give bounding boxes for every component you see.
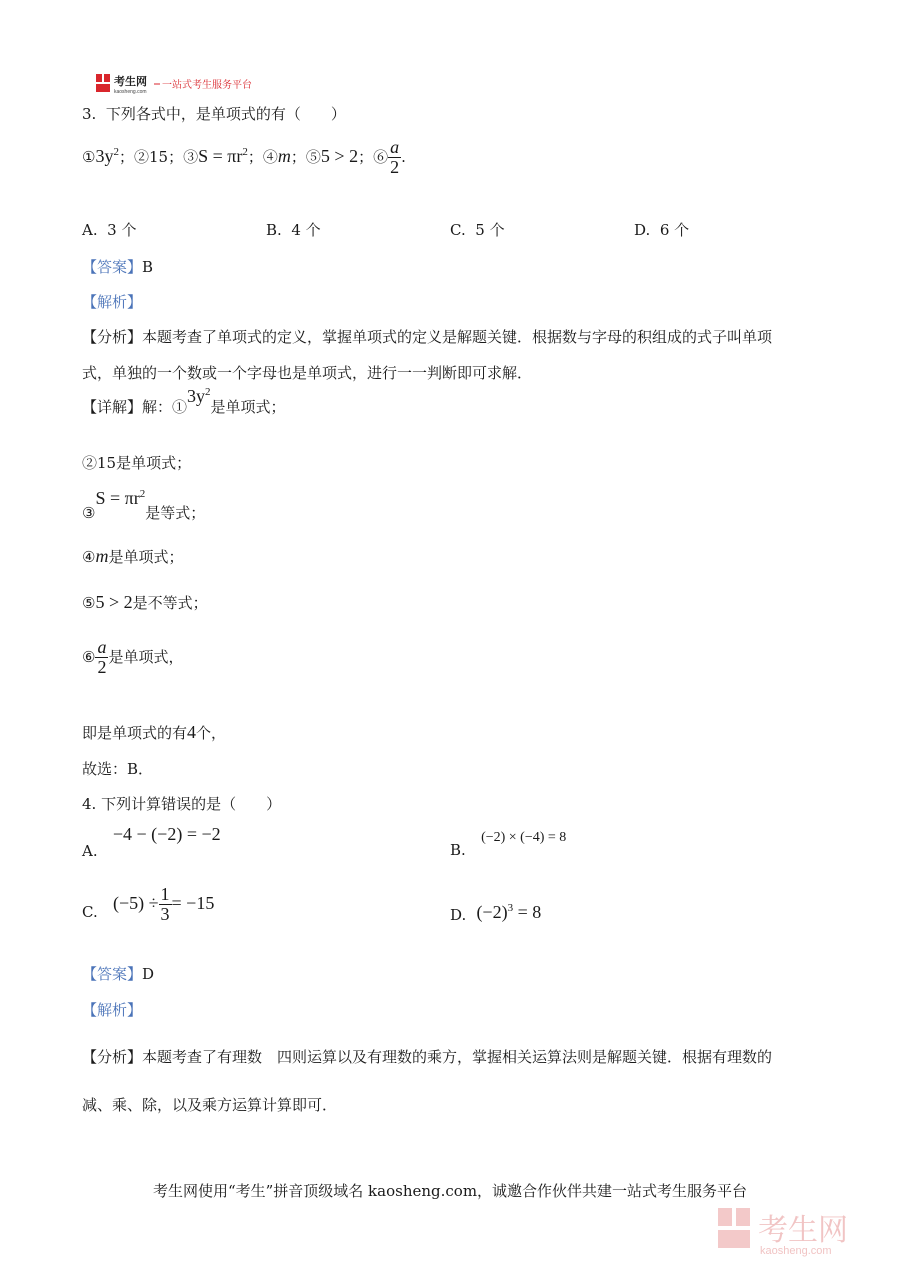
q4-option-a: A. −4 − (−2) = −2 [82, 824, 221, 860]
brand-logo-icon [96, 73, 266, 95]
watermark [716, 1204, 886, 1264]
circle-2: ② [133, 147, 149, 166]
q3-detail-3: ③S = $\pi r^2$是等式； [82, 488, 206, 522]
q3-conclusion: 即是单项式的有4个， [82, 722, 227, 742]
logo-slogan: 一站式考生服务平台 [162, 80, 252, 91]
q4-option-b: B. (−2) × (−4) = 8 [450, 830, 567, 859]
watermark-text: 考生网 [758, 1213, 848, 1248]
logo-text: 考生网 [114, 76, 147, 88]
q3-fenxi-line1: 【分析】本题考查了单项式的定义，掌握单项式的定义是解题关键．根据数与字母的积组成的式子叫单项 [82, 328, 773, 346]
q4-answer: 【答案】D [82, 965, 155, 983]
circle-1: ① [82, 147, 96, 166]
q3-number: 3. [82, 105, 97, 123]
circle-5: ⑤ [305, 147, 321, 166]
q3-detail-4: ④m是单项式； [82, 546, 184, 566]
q3-option-d: D. 6 个 [634, 221, 690, 239]
page-footer: 考生网使用“考生”拼音顶级域名 kaosheng.com，诚邀合作伙伴共建一站式考生服务平台 [152, 1182, 748, 1200]
q4-option-c: C. (−5) ÷ $\frac{1}{3}$ = −15 [82, 884, 215, 924]
q3-stem-text: 下列各式中，是单项式的有（ ） [105, 105, 346, 123]
q3-items: $①3y^2$；②15；③S = $\pi r^2$；④m；⑤5 > 2；⑥ $\frac{a}{2}$ . [82, 137, 406, 177]
q3-detail-1: 【详解】解：$①3y^2$是单项式； [82, 386, 286, 416]
circle-6: ⑥ [373, 147, 389, 166]
q4-analysis-tag: 【解析】 [82, 1001, 143, 1019]
q4-option-d: D. $(-2)^3 = 8$ [450, 902, 542, 924]
expr-3y2: $3y^2$ [95, 145, 119, 166]
circle-4: ④ [262, 147, 278, 166]
q3-fenxi-line2: 式，单独的一个数或一个字母也是单项式，进行一一判断即可求解． [82, 364, 533, 382]
q3-option-a: A. 3 个 [82, 221, 137, 239]
q3-option-b: B. 4 个 [266, 221, 321, 239]
q4-stem: 4. 下列计算错误的是（ ） [82, 795, 282, 813]
q4-fenxi-line2: 减、乘、除，以及乘方运算计算即可． [82, 1096, 338, 1114]
q3-detail-6: ⑥ $\frac{a}{2}$ 是单项式， [82, 637, 184, 677]
q3-choose: 故选：B． [82, 760, 154, 778]
q3-detail-2: ②15是单项式； [82, 454, 192, 472]
watermark-logo-icon [716, 1204, 886, 1260]
circle-3: ③ [183, 147, 199, 166]
q3-analysis-tag: 【解析】 [82, 293, 143, 311]
q3-answer: 【答案】B [82, 258, 154, 276]
expr-15: 15 [148, 147, 169, 166]
watermark-sub: kaosheng.com [760, 1245, 832, 1257]
q3-stem [82, 103, 346, 124]
q3-option-c: C. 5 个 [450, 221, 505, 239]
expr-5-gt-2: 5 > 2 [320, 145, 359, 166]
expr-s-pi-r2: $S = \pi r^2$ [198, 145, 248, 166]
expr-m: m [277, 145, 291, 166]
q4-fenxi-line1: 【分析】本题考查了有理数 四则运算以及有理数的乘方，掌握相关运算法则是解题关键．根据有理数的 [82, 1048, 773, 1066]
header-logo [96, 73, 266, 99]
logo-sub: kaosheng.com [114, 89, 147, 95]
expr-a-over-2: $\frac{a}{2}$ [390, 137, 400, 177]
q3-detail-5: ⑤5 > 2是不等式； [82, 592, 208, 612]
